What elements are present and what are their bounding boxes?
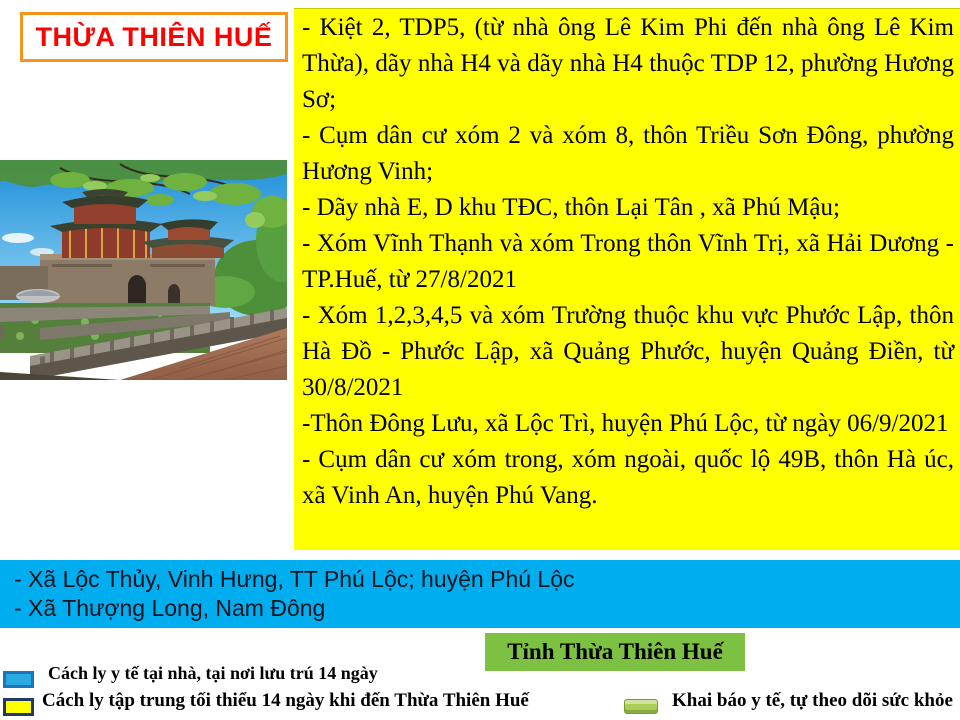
lockdown-area-item: - Xóm 1,2,3,4,5 và xóm Trường thuộc khu vực Phước Lập, thôn Hà Đồ - Phước Lập, xã Quảng Phước, huyện Quảng Điền, từ 30/8/2021 [302,302,954,401]
legend-swatch-health-declaration [624,699,658,714]
legend-label-centralized-quarantine: Cách ly tập trung tối thiểu 14 ngày khi đến Thừa Thiên Huế [42,690,529,711]
legend-swatch-centralized-quarantine [3,698,34,716]
legend-swatch-home-quarantine [3,671,34,688]
legend-label-health-declaration: Khai báo y tế, tự theo dõi sức khỏe [672,690,953,711]
lockdown-area-item: -Thôn Đông Lưu, xã Lộc Trì, huyện Phú Lộc, từ ngày 06/9/2021 [302,410,949,437]
lockdown-area-item: - Xóm Vĩnh Thạnh và xóm Trong thôn Vĩnh Trị, xã Hải Dương - TP.Huế, từ 27/8/2021 [302,230,954,293]
lockdown-area-item: - Cụm dân cư xóm 2 và xóm 8, thôn Triều Sơn Đông, phường Hương Vinh; [302,122,954,185]
communes-bar [0,560,960,628]
hue-citadel-gate-photo [0,160,287,380]
province-title-box [20,12,288,62]
legend-label-home-quarantine: Cách ly y tế tại nhà, tại nơi lưu trú 14 ngày [48,663,378,683]
lockdown-area-item: - Kiệt 2, TDP5, (từ nhà ông Lê Kim Phi đến nhà ông Lê Kim Thừa), dãy nhà H4 và dãy nhà H4 thuộc TDP 12, phường Hương Sơ; [302,14,954,113]
province-green-label: Tỉnh Thừa Thiên Huế [507,639,723,664]
province-green-box [485,633,745,671]
commune-line: - Xã Thượng Long, Nam Đông [14,595,326,621]
lockdown-area-item: - Dãy nhà E, D khu TĐC, thôn Lại Tân , xã Phú Mậu; [302,194,840,221]
province-title: THỪA THIÊN HUẾ [35,21,273,52]
commune-line: - Xã Lộc Thủy, Vinh Hưng, TT Phú Lộc; huyện Phú Lộc [14,566,575,592]
hue-citadel-gate-illustration [0,160,287,380]
lockdown-area-item: - Cụm dân cư xóm trong, xóm ngoài, quốc lộ 49B, thôn Hà úc, xã Vinh An, huyện Phú Vang. [302,446,954,509]
lockdown-areas-box [294,8,960,550]
